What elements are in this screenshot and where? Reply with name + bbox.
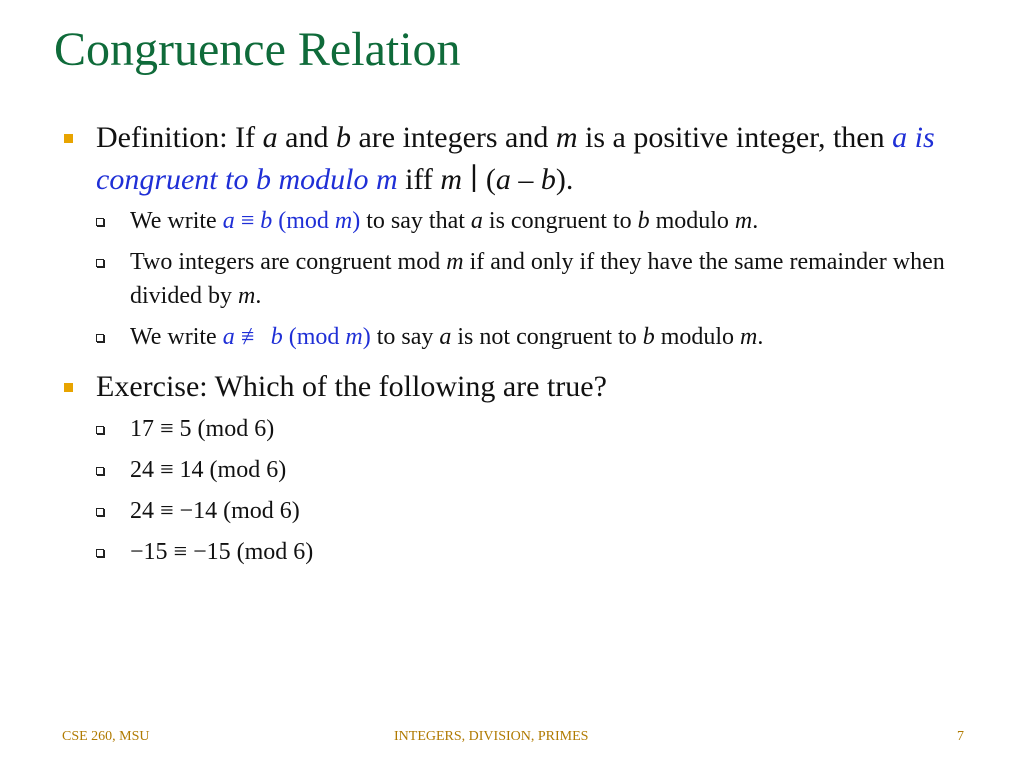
definition-end: ). [555,163,574,196]
mod-close: ) [352,208,361,234]
definition-blue-phrase: a is congruent to b modulo m [96,121,935,196]
variable-b: b [335,121,351,154]
sub-bullet-remainder [96,245,978,313]
variable-a-2: a [495,163,511,196]
mod-close: ) [362,324,371,350]
slide-title: Congruence Relation [54,23,461,76]
math-variable-m: m [734,208,753,234]
exercise-item: 17 ≡ 5 (mod 6) [96,412,978,446]
definition-divides: ∣ ( [462,163,496,196]
exercise-list [96,412,978,569]
note-text: We write [130,324,223,350]
note-text: modulo [654,324,741,350]
math-variable-a: a [470,208,483,234]
math-variable-b: b [260,208,273,234]
congruence-symbol: ≡ [234,208,261,234]
definition-and: and [277,121,336,154]
definition-minus: – [510,163,541,196]
math-variable-a: a [439,324,452,350]
note-text: is congruent to [482,208,638,234]
note-text: modulo [649,208,735,234]
note-end: . [757,324,764,350]
definition-iff: iff [397,163,441,196]
math-variable-m: m [345,324,363,350]
mod-text: (mod [282,324,346,350]
definition-middle: are integers and [350,121,556,154]
note-text: to say [370,324,440,350]
exercise-item: −15 ≡ −15 (mod 6) [96,535,978,569]
mod-text: (mod [272,208,335,234]
math-variable-m: m [446,249,464,275]
page-number: 7 [957,729,964,744]
math-variable-m: m [238,283,256,309]
note-end: . [752,208,759,234]
math-variable-a: a [222,208,235,234]
exercise-item: 24 ≡ −14 (mod 6) [96,494,978,528]
note-text: Two integers are congruent mod [130,249,447,275]
variable-a: a [262,121,278,154]
math-variable-a: a [222,324,235,350]
variable-b-2: b [540,163,556,196]
math-variable-b: b [642,324,655,350]
sub-bullet-we-write-congruent [96,204,978,238]
definition-bullet [58,117,978,354]
variable-m-2: m [440,163,463,196]
content-list [58,117,978,581]
sub-bullet-not-congruent [96,320,978,354]
math-variable-b: b [270,324,283,350]
definition-suffix: is a positive integer, then [577,121,893,154]
note-text: We write [130,208,223,234]
footer-course: CSE 260, MSU [62,729,150,744]
variable-m: m [555,121,578,154]
footer-topic: INTEGERS, DIVISION, PRIMES [394,729,589,744]
exercise-item: 24 ≡ 14 (mod 6) [96,453,978,487]
exercise-label: Exercise: Which of the following are true? [96,370,607,403]
note-text: is not congruent to [451,324,643,350]
math-variable-m: m [740,324,758,350]
note-text: if and only if they have the same remainder when divided by [130,249,945,309]
note-end: . [255,283,262,309]
definition-sublist [96,204,978,354]
exercise-bullet [58,366,978,569]
math-variable-m: m [334,208,353,234]
not-congruent-symbol: ≢ [234,324,271,350]
note-text: to say that [360,208,471,234]
definition-prefix: Definition: If [96,121,263,154]
math-variable-b: b [637,208,650,234]
